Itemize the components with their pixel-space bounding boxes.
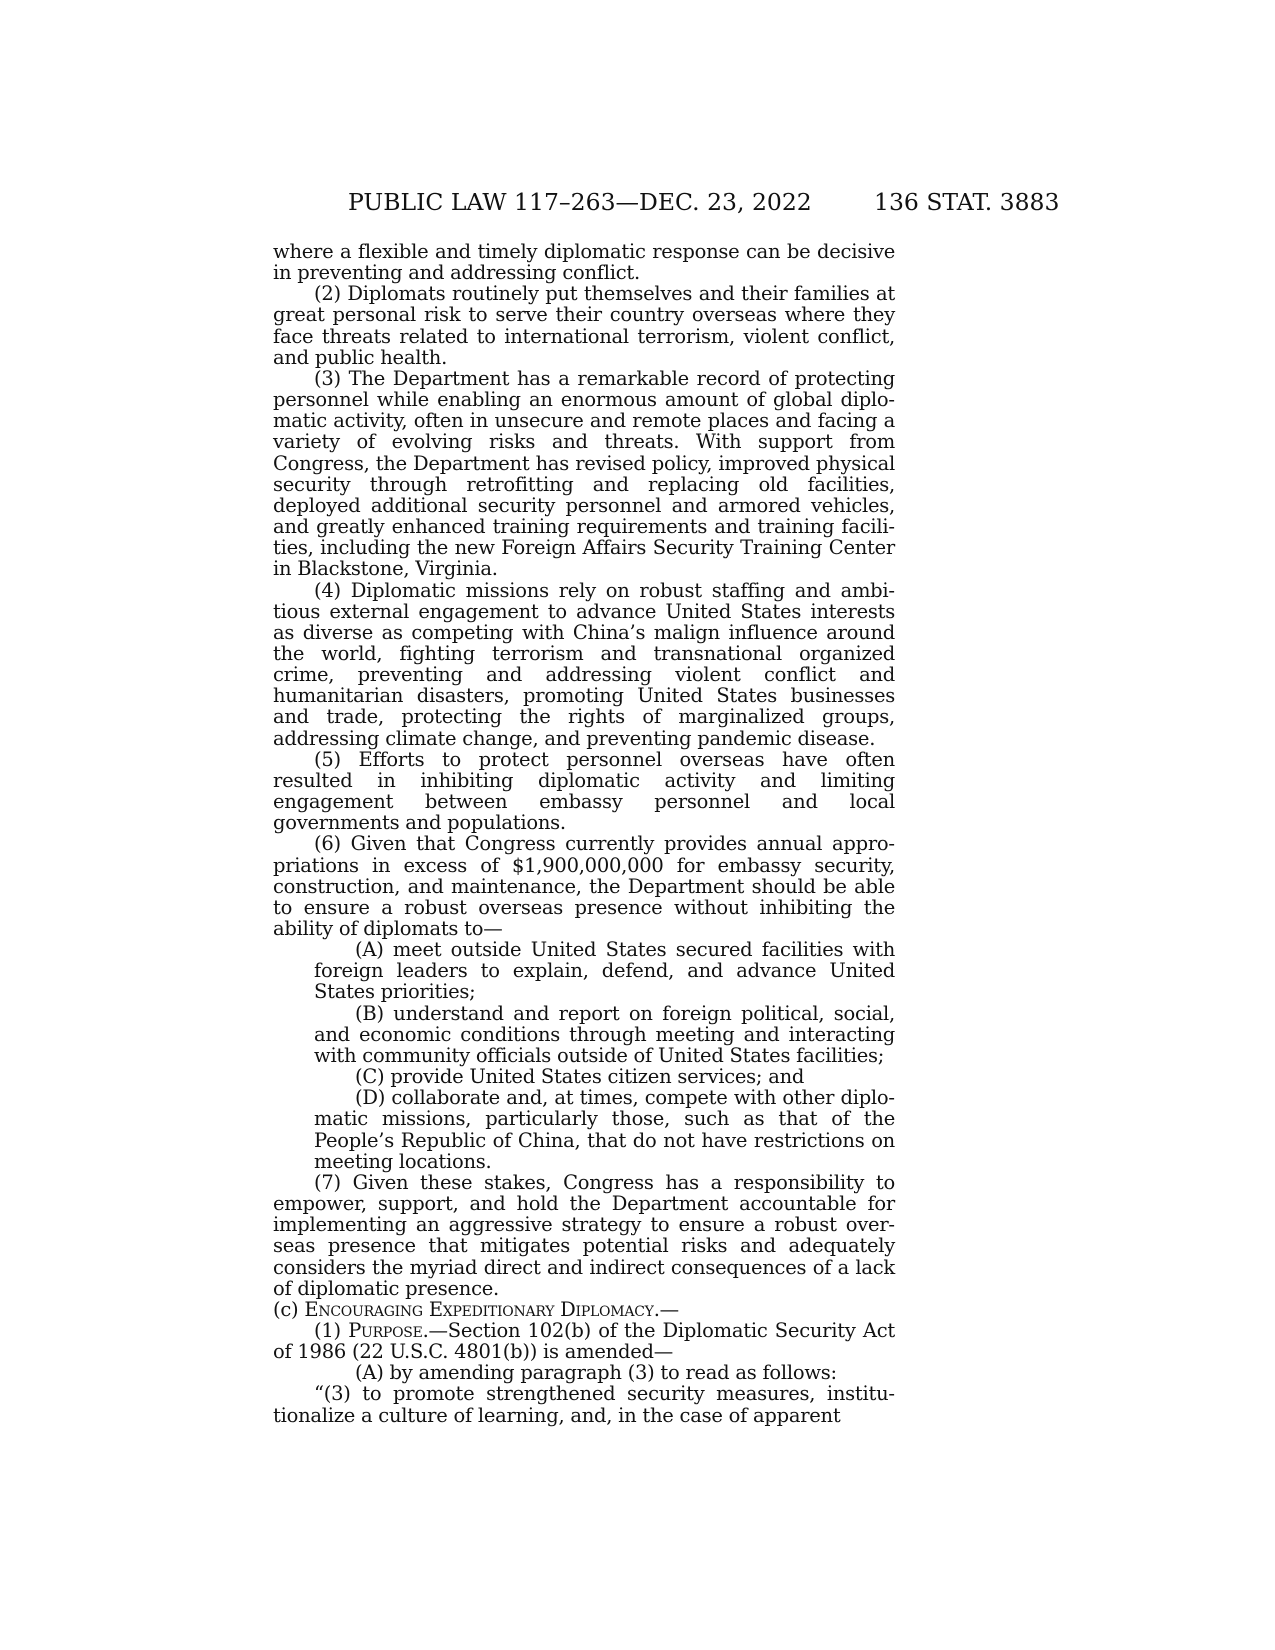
subparagraph-D: (D) collaborate and, at times, compete with other diplomatic missions, particularly those, such as that of the People’s Republic of China, that do not have restrictions on meeting locations. xyxy=(314,1086,895,1173)
subsection-c-suffix: .— xyxy=(653,1297,679,1321)
paragraph-c1 xyxy=(273,1320,895,1362)
subsection-c-heading xyxy=(273,1299,895,1320)
subparagraph-C: (C) provide United States citizen services; and xyxy=(355,1065,805,1089)
header-title: PUBLIC LAW 117–263—DEC. 23, 2022 xyxy=(348,188,812,216)
paragraph-3: (3) The Department has a remarkable record of protecting personnel while enabling an enormous amount of global diplomatic activity, often in unsecure and remote places and facing a variety of evolving risks and threats. With support from Congress, the Department has revised policy, improved physical security through retrofitting and replacing old facilities, deployed additional security personnel and armored vehicles, and greatly enhanced training requirements and training facilities, including the new Foreign Affairs Security Training Center in Blackstone, Virginia. xyxy=(273,366,895,581)
quoted-paragraph-3: “(3) to promote strengthened security measures, institutionalize a culture of learning, and, in the case of apparent xyxy=(273,1382,895,1427)
paragraph-2: (2) Diplomats routinely put themselves and their families at great personal risk to serve their country overseas where they face threats related to international terrorism, violent conflict, and public health. xyxy=(273,282,895,369)
document-body xyxy=(273,241,895,1426)
paragraph-continuation: where a flexible and timely diplomatic response can be decisive in preventing and addressing conflict. xyxy=(273,240,895,285)
paragraph-c1-prefix: (1) xyxy=(314,1318,349,1342)
paragraph-c1-heading: Purpose xyxy=(348,1318,423,1342)
subsection-c-title: Encouraging Expeditionary Diplomacy xyxy=(304,1297,654,1321)
subparagraph-A: (A) meet outside United States secured facilities with foreign leaders to explain, defend, and advance United States priorities; xyxy=(314,938,895,1004)
paragraph-4: (4) Diplomatic missions rely on robust staffing and ambitious external engagement to advance United States interests as diverse as competing with China’s malign influence around the world, fighting terrorism and transnational organized crime, preventing and addressing violent conflict and humanitarian disasters, promoting United States businesses and trade, protecting the rights of marginalized groups, addressing climate change, and preventing pandemic disease. xyxy=(273,578,895,750)
paragraph-5: (5) Efforts to protect personnel overseas have often resulted in inhibiting diplomatic activity and limiting engagement between embassy personnel and local governments and populations. xyxy=(273,747,895,835)
subparagraph-c1-A: (A) by amending paragraph (3) to read as follows: xyxy=(355,1361,837,1385)
subsection-c-prefix: (c) xyxy=(273,1297,305,1321)
paragraph-c1-text: .—Section 102(b) of the Diplomatic Security Act of 1986 (22 U.S.C. 4801(b)) is amended— xyxy=(273,1318,895,1364)
page-number: 136 STAT. 3883 xyxy=(874,188,1060,216)
subparagraph-B: (B) understand and report on foreign political, social, and economic conditions through meeting and interacting with community officials outside of United States facilities; xyxy=(314,1001,895,1067)
paragraph-7: (7) Given these stakes, Congress has a responsibility to empower, support, and hold the Department accountable for implementing an aggressive strategy to ensure a robust overseas presence that mitigates potential risks and adequately considers the myriad direct and indirect consequences of a lack of diplomatic presence. xyxy=(273,1170,895,1300)
paragraph-6: (6) Given that Congress currently provides annual appropriations in excess of $1,900,000,000 for embassy security, construction, and maintenance, the Department should be able to ensure a robust overseas presence without inhibiting the ability of diplomats to— xyxy=(273,832,895,940)
